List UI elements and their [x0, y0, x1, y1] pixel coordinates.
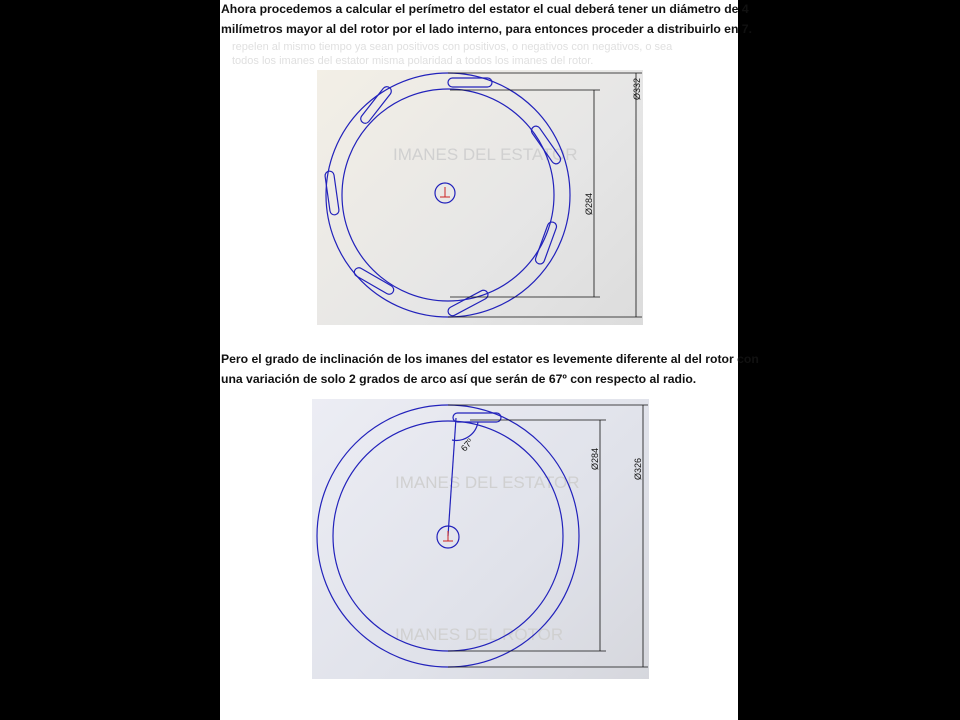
- watermark-text: IMANES DEL ROTOR: [395, 625, 564, 644]
- paragraph-line: Pero el grado de inclinación de los imanes del estator es levemente diferente al del rotor con: [221, 352, 759, 366]
- magnet-slots: [324, 78, 562, 317]
- angle-sketch: [312, 399, 649, 679]
- magnet-angle-figure: [312, 399, 649, 679]
- paragraph-line: una variación de solo 2 grados de arco así que serán de 67º con respecto al radio.: [221, 371, 697, 386]
- dimension-outer: Ø326: [633, 457, 643, 480]
- dimension-inner: Ø284: [590, 447, 600, 470]
- watermark-text: IMANES DEL ESTATOR: [395, 473, 580, 492]
- ghost-text-line: todos los imanes del estator misma polaridad a todos los imanes del rotor.: [232, 55, 594, 67]
- magnet-slot: [453, 413, 501, 422]
- stator-distribution-figure: [317, 70, 643, 325]
- stator-sketch: [317, 70, 643, 325]
- outer-circle: [326, 73, 570, 317]
- dimension-inner: Ø284: [584, 192, 594, 215]
- paragraph-2: [221, 350, 759, 389]
- dimension-outer: Ø332: [632, 77, 642, 100]
- paragraph-line: milímetros mayor al del rotor por el lado interno, para entonces proceder a distribuirlo en 7.: [221, 21, 752, 36]
- ghost-text-line: repelen al mismo tiempo ya sean positivos con positivos, o negativos con negativos, o sea: [232, 41, 673, 53]
- paragraph-line: Ahora procedemos a calcular el perímetro del estator el cual deberá tener un diámetro de 4: [221, 2, 749, 16]
- angle-label: 67º: [458, 436, 476, 454]
- inner-circle: [342, 89, 554, 301]
- paragraph-1: [221, 0, 752, 39]
- watermark-text: IMANES DEL ESTATOR: [393, 145, 578, 164]
